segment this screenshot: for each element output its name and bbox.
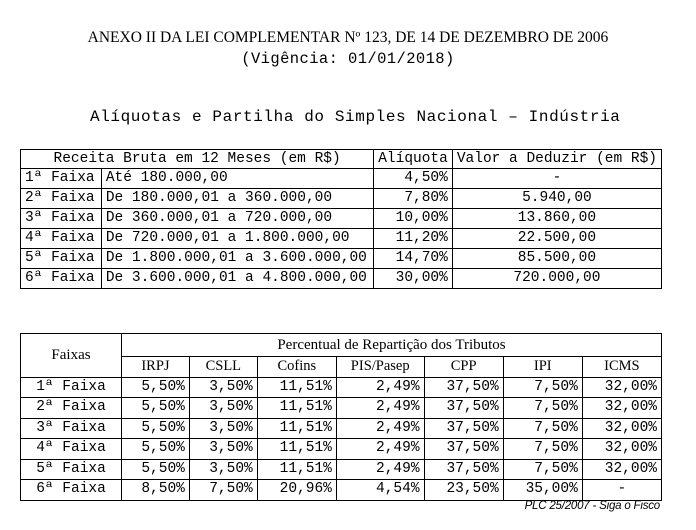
deduzir-value: 22.500,00	[452, 229, 661, 249]
aliquota-value: 10,00%	[374, 209, 453, 229]
pis-pasep-value: 4,54%	[336, 480, 424, 501]
header-faixas: Faixas	[21, 334, 122, 378]
ipi-value: 7,50%	[503, 439, 582, 460]
csll-value: 3,50%	[189, 459, 257, 480]
icms-value: 32,00%	[582, 439, 661, 460]
col-icms: ICMS	[582, 357, 661, 378]
pis-pasep-value: 2,49%	[336, 418, 424, 439]
icms-value: -	[582, 480, 661, 501]
faixa-label: 6ª Faixa	[21, 269, 102, 289]
page-subtitle: Alíquotas e Partilha do Simples Nacional – Indústria	[90, 108, 621, 126]
col-ipi: IPI	[503, 357, 582, 378]
aliquota-value: 11,20%	[374, 229, 453, 249]
csll-value: 3,50%	[189, 418, 257, 439]
cofins-value: 11,51%	[257, 459, 336, 480]
cpp-value: 37,50%	[424, 459, 503, 480]
header-receita-bruta: Receita Bruta em 12 Meses (em R$)	[21, 150, 374, 169]
col-cpp: CPP	[424, 357, 503, 378]
icms-value: 32,00%	[582, 377, 661, 398]
csll-value: 3,50%	[189, 398, 257, 419]
faixa-label: 4ª Faixa	[21, 439, 122, 460]
table-row	[21, 439, 662, 460]
table-row	[21, 209, 662, 229]
irpj-value: 8,50%	[122, 480, 190, 501]
faixa-label: 1ª Faixa	[21, 169, 102, 189]
icms-value: 32,00%	[582, 418, 661, 439]
header-aliquota: Alíquota	[374, 150, 453, 169]
header-percentual: Percentual de Repartição dos Tributos	[122, 334, 662, 357]
faixa-label: 1ª Faixa	[21, 377, 122, 398]
ipi-value: 35,00%	[503, 480, 582, 501]
faixa-label: 5ª Faixa	[21, 459, 122, 480]
deduzir-value: -	[452, 169, 661, 189]
rates-table	[20, 149, 662, 289]
irpj-value: 5,50%	[122, 459, 190, 480]
pis-pasep-value: 2,49%	[336, 398, 424, 419]
faixa-label: 6ª Faixa	[21, 480, 122, 501]
faixa-label: 3ª Faixa	[21, 418, 122, 439]
cpp-value: 37,50%	[424, 398, 503, 419]
table-row	[21, 169, 662, 189]
aliquota-value: 14,70%	[374, 249, 453, 269]
faixa-label: 3ª Faixa	[21, 209, 102, 229]
table-row	[21, 249, 662, 269]
csll-value: 7,50%	[189, 480, 257, 501]
faixa-label: 4ª Faixa	[21, 229, 102, 249]
faixa-label: 2ª Faixa	[21, 398, 122, 419]
receita-range: De 720.000,01 a 1.800.000,00	[101, 229, 373, 249]
header-valor-deduzir: Valor a Deduzir (em R$)	[452, 150, 661, 169]
pis-pasep-value: 2,49%	[336, 439, 424, 460]
irpj-value: 5,50%	[122, 398, 190, 419]
col-csll: CSLL	[189, 357, 257, 378]
icms-value: 32,00%	[582, 398, 661, 419]
deduzir-value: 5.940,00	[452, 189, 661, 209]
pis-pasep-value: 2,49%	[336, 377, 424, 398]
deduzir-value: 85.500,00	[452, 249, 661, 269]
table-row	[21, 269, 662, 289]
ipi-value: 7,50%	[503, 398, 582, 419]
table-row	[21, 398, 662, 419]
ipi-value: 7,50%	[503, 459, 582, 480]
cpp-value: 37,50%	[424, 377, 503, 398]
cpp-value: 23,50%	[424, 480, 503, 501]
cofins-value: 11,51%	[257, 377, 336, 398]
irpj-value: 5,50%	[122, 377, 190, 398]
law-title: ANEXO II DA LEI COMPLEMENTAR Nº 123, DE 14 DE DEZEMBRO DE 2006	[87, 29, 609, 46]
icms-value: 32,00%	[582, 459, 661, 480]
receita-range: De 180.000,01 a 360.000,00	[101, 189, 373, 209]
deduzir-value: 720.000,00	[452, 269, 661, 289]
cpp-value: 37,50%	[424, 418, 503, 439]
pis-pasep-value: 2,49%	[336, 459, 424, 480]
csll-value: 3,50%	[189, 377, 257, 398]
csll-value: 3,50%	[189, 439, 257, 460]
irpj-value: 5,50%	[122, 418, 190, 439]
ipi-value: 7,50%	[503, 418, 582, 439]
table-row	[21, 418, 662, 439]
ipi-value: 7,50%	[503, 377, 582, 398]
col-cofins: Cofins	[257, 357, 336, 378]
cofins-value: 20,96%	[257, 480, 336, 501]
table-row	[21, 377, 662, 398]
receita-range: De 360.000,01 a 720.000,00	[101, 209, 373, 229]
aliquota-value: 4,50%	[374, 169, 453, 189]
source-footer: PLC 25/2007 - Siga o Fisco	[524, 500, 660, 512]
cofins-value: 11,51%	[257, 418, 336, 439]
receita-range: Até 180.000,00	[101, 169, 373, 189]
receita-range: De 1.800.000,01 a 3.600.000,00	[101, 249, 373, 269]
cofins-value: 11,51%	[257, 439, 336, 460]
aliquota-value: 7,80%	[374, 189, 453, 209]
table-row	[21, 459, 662, 480]
col-pis-pasep: PIS/Pasep	[336, 357, 424, 378]
faixa-label: 5ª Faixa	[21, 249, 102, 269]
table-row	[21, 189, 662, 209]
irpj-value: 5,50%	[122, 439, 190, 460]
table-row	[21, 480, 662, 501]
cofins-value: 11,51%	[257, 398, 336, 419]
receita-range: De 3.600.000,01 a 4.800.000,00	[101, 269, 373, 289]
aliquota-value: 30,00%	[374, 269, 453, 289]
deduzir-value: 13.860,00	[452, 209, 661, 229]
cpp-value: 37,50%	[424, 439, 503, 460]
faixa-label: 2ª Faixa	[21, 189, 102, 209]
col-irpj: IRPJ	[122, 357, 190, 378]
table-row	[21, 229, 662, 249]
validity-date: (Vigência: 01/01/2018)	[241, 50, 455, 68]
distribution-table	[20, 333, 662, 501]
